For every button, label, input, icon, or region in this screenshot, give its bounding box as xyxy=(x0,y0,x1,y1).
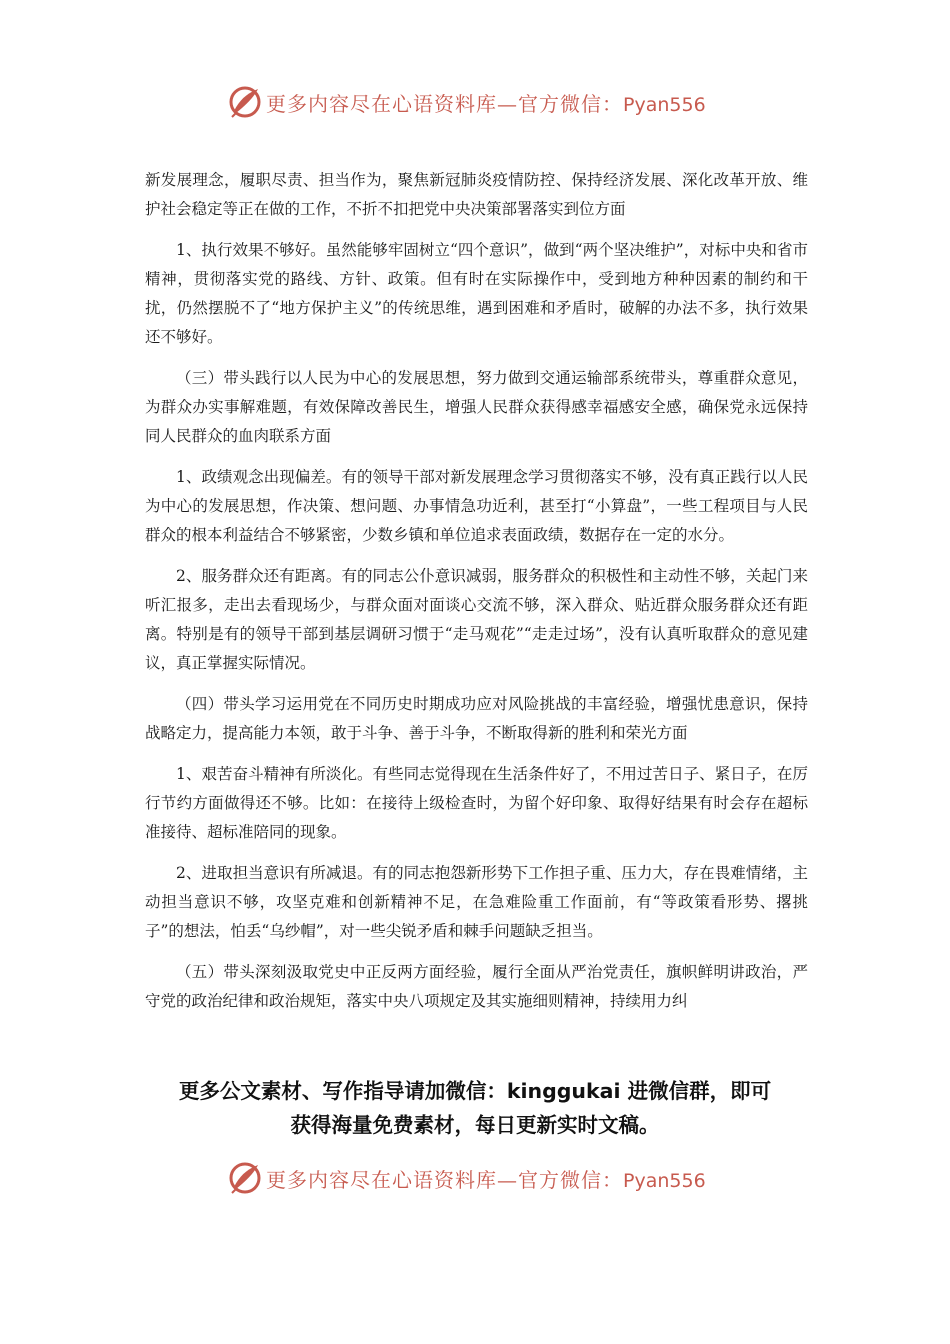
paragraph: 2、服务群众还有距离。有的同志公仆意识减弱，服务群众的积极性和主动性不够，关起门来听汇报多，走出去看现场少，与群众面对面谈心交流不够，深入群众、贴近群众服务群众还有距离。特别是有的领导干部到基层调研习惯于“走马观花”“走走过场”，没有认真听取群众的意见建议，真正掌握实际情况。 xyxy=(145,567,808,672)
footer-wechat-id: Pyan556 xyxy=(623,1169,706,1192)
promo-line-2: 获得海量免费素材，每日更新实时文稿。 xyxy=(290,1113,660,1137)
header-banner-text: 更多内容尽在心语资料库—官方微信：Pyan556 xyxy=(266,91,706,116)
promo-notice xyxy=(0,1074,950,1142)
footer-banner-text: 更多内容尽在心语资料库—官方微信：Pyan556 xyxy=(266,1167,706,1192)
document-body xyxy=(145,166,808,1028)
quill-logo-icon xyxy=(228,85,262,119)
quill-logo-icon xyxy=(228,1161,262,1195)
section-heading: （三）带头践行以人民为中心的发展思想，努力做到交通运输部系统带头，尊重群众意见，为群众办实事解难题，有效保障改善民生，增强人民群众获得感幸福感安全感，确保党永远保持同人民群众的血肉联系方面 xyxy=(145,369,808,445)
paragraph: 1、执行效果不够好。虽然能够牢固树立“四个意识”，做到“两个坚决维护”，对标中央和省市精神，贯彻落实党的路线、方针、政策。但有时在实际操作中，受到地方种种因素的制约和干扰，仍然摆脱不了“地方保护主义”的传统思维，遇到困难和矛盾时，破解的办法不多，执行效果还不够好。 xyxy=(145,241,808,346)
paragraph: 2、进取担当意识有所减退。有的同志抱怨新形势下工作担子重、压力大，存在畏难情绪，主动担当意识不够，攻坚克难和创新精神不足，在急难险重工作面前，有“等政策看形势、撂挑子”的想法，怕丢“乌纱帽”，对一些尖锐矛盾和棘手问题缺乏担当。 xyxy=(145,864,808,940)
section-heading: （四）带头学习运用党在不同历史时期成功应对风险挑战的丰富经验，增强忧患意识，保持战略定力，提高能力本领，敢于斗争、善于斗争，不断取得新的胜利和荣光方面 xyxy=(145,695,808,742)
paragraph: 新发展理念，履职尽责、担当作为，聚焦新冠肺炎疫情防控、保持经济发展、深化改革开放、维护社会稳定等正在做的工作，不折不扣把党中央决策部署落实到位方面 xyxy=(145,171,808,218)
promo-line-1: 更多公文素材、写作指导请加微信：kinggukai 进微信群，即可 xyxy=(178,1079,772,1103)
section-heading: （五）带头深刻汲取党史中正反两方面经验，履行全面从严治党责任，旗帜鲜明讲政治，严守党的政治纪律和政治规矩，落实中央八项规定及其实施细则精神，持续用力纠 xyxy=(145,963,808,1010)
paragraph: 1、政绩观念出现偏差。有的领导干部对新发展理念学习贯彻落实不够，没有真正践行以人民为中心的发展思想，作决策、想问题、办事情急功近利，甚至打“小算盘”，一些工程项目与人民群众的根本利益结合不够紧密，少数乡镇和单位追求表面政绩，数据存在一定的水分。 xyxy=(145,468,808,544)
header-wechat-id: Pyan556 xyxy=(623,93,706,116)
footer-banner xyxy=(0,1158,950,1198)
header-banner xyxy=(0,82,950,122)
paragraph: 1、艰苦奋斗精神有所淡化。有些同志觉得现在生活条件好了，不用过苦日子、紧日子，在厉行节约方面做得还不够。比如：在接待上级检查时，为留个好印象、取得好结果有时会存在超标准接待、超标准陪同的现象。 xyxy=(145,765,808,841)
